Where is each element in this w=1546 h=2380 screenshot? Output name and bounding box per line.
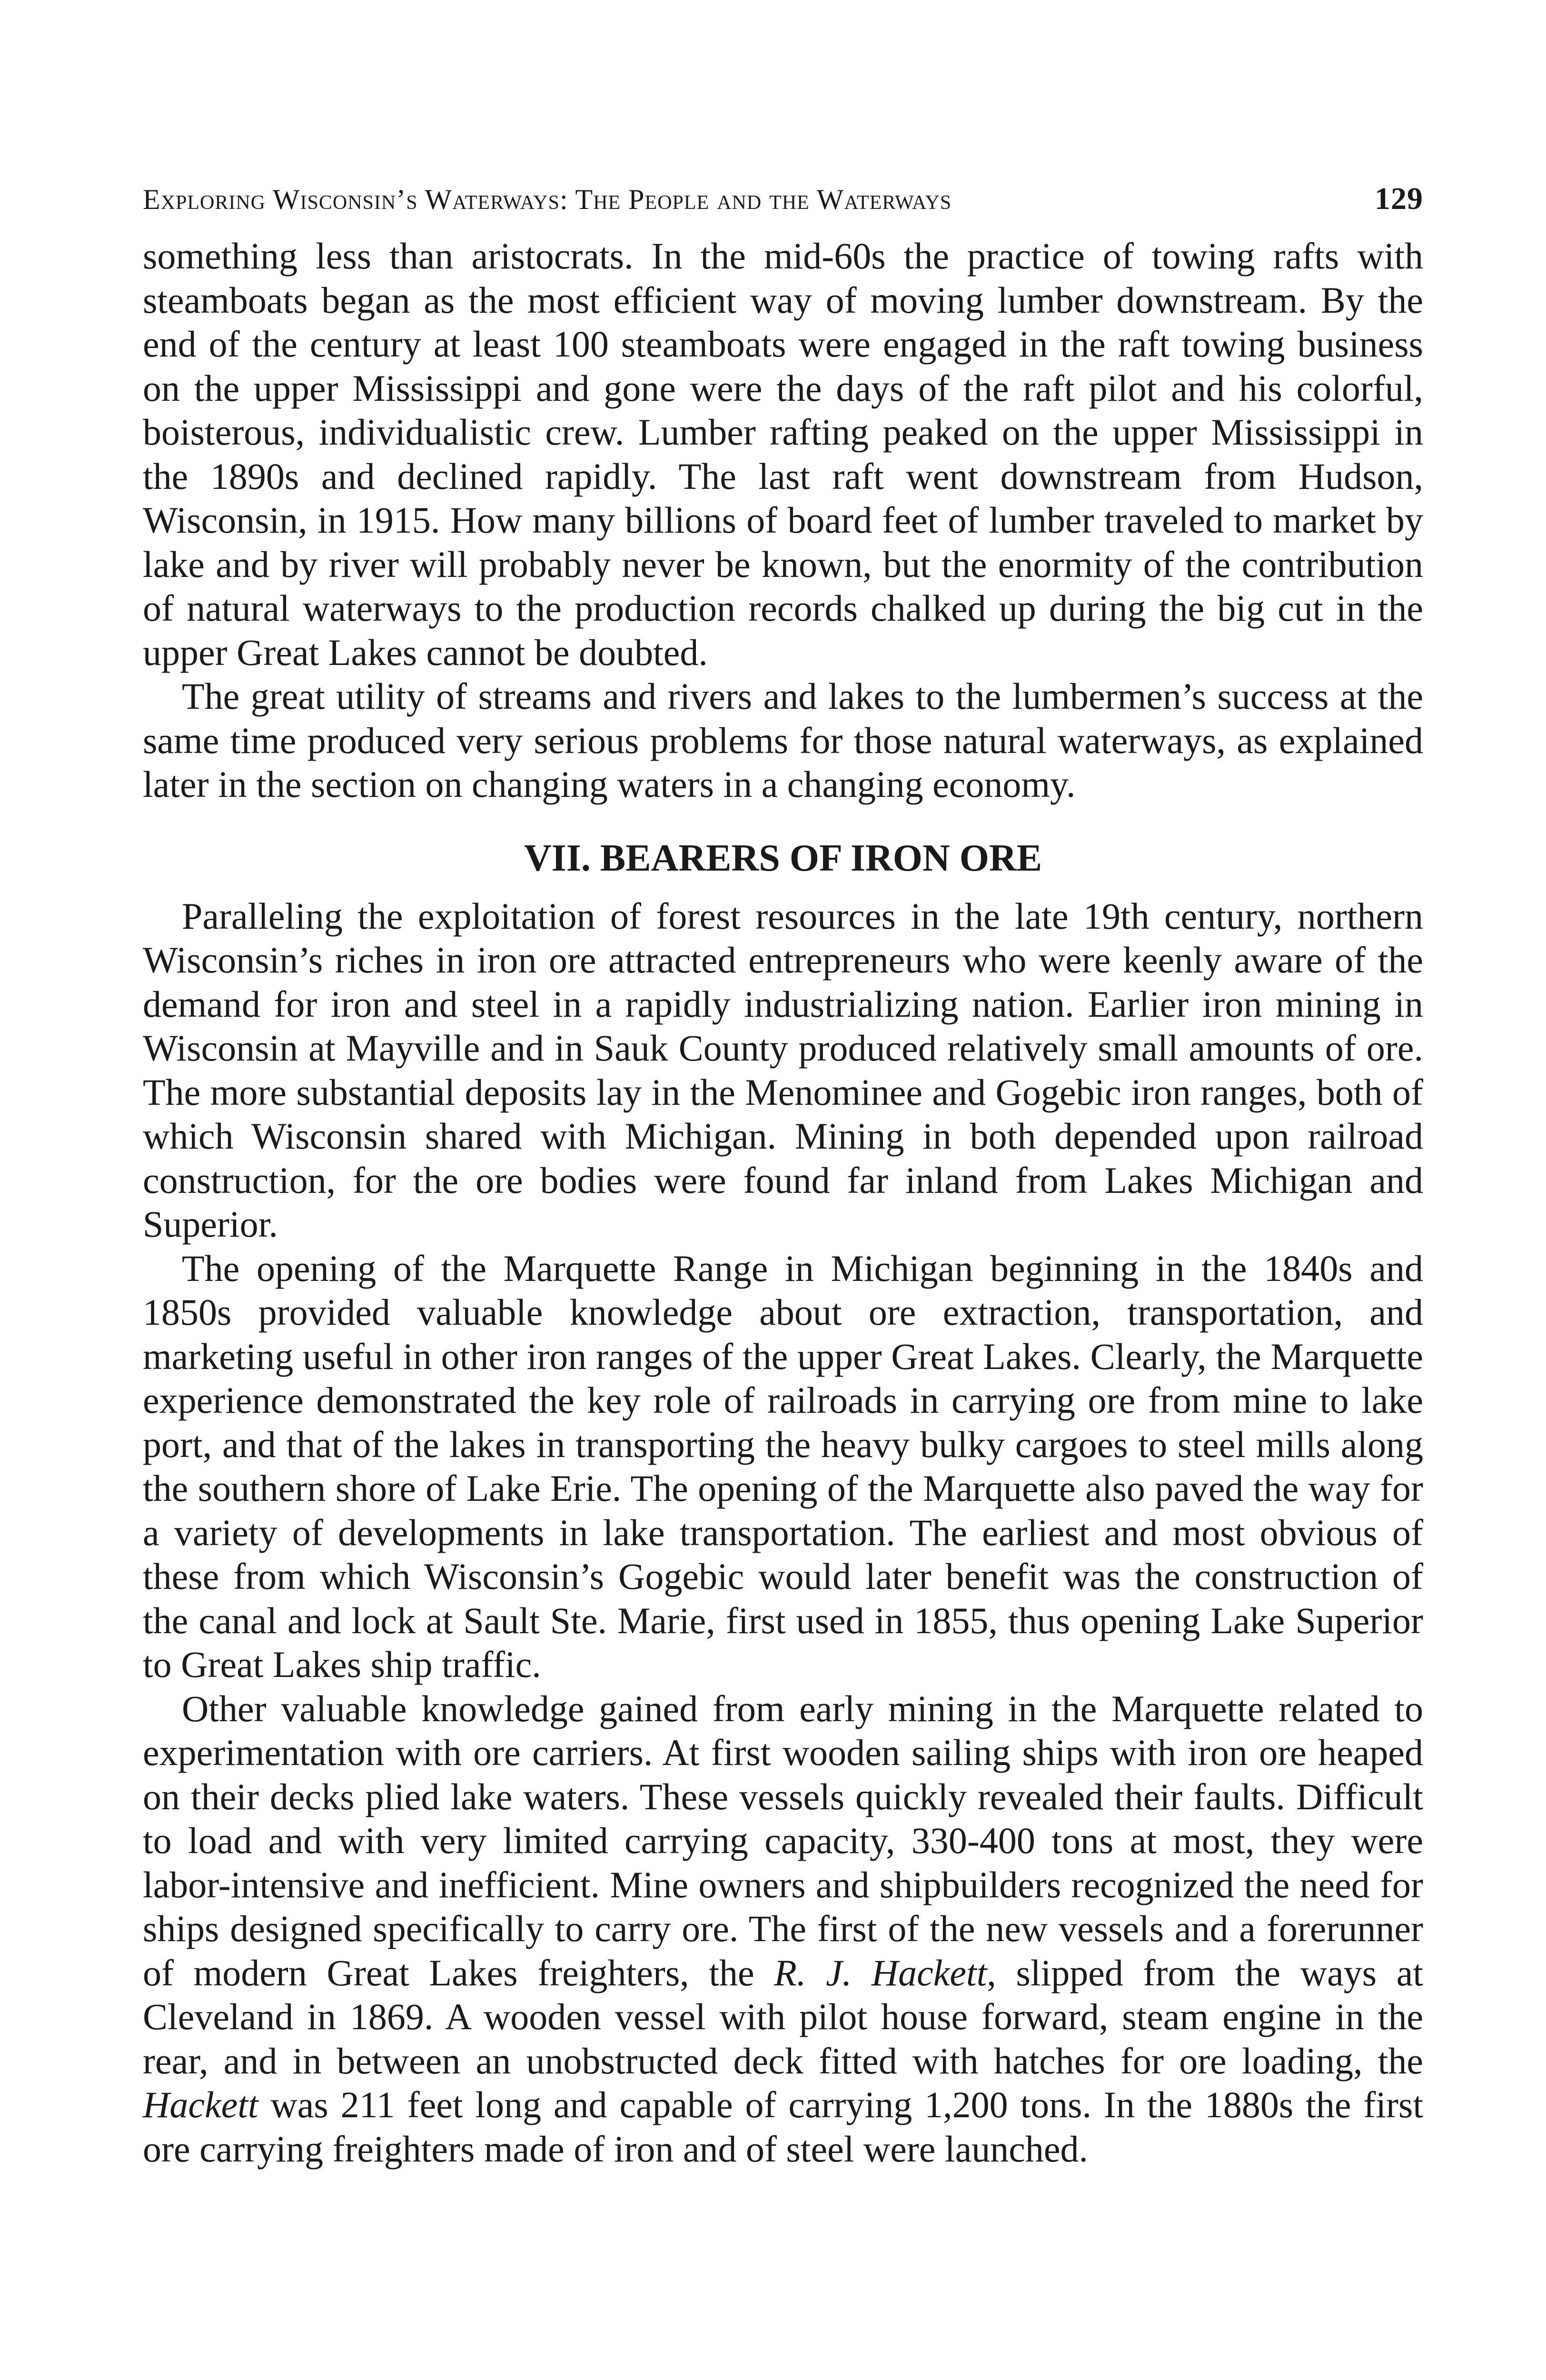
- paragraph-ore-carriers: [143, 1687, 1423, 2172]
- section-heading: VII. BEARERS OF IRON ORE: [524, 837, 1042, 879]
- paragraph-ore-carriers-part-2: , slipped from the ways at Cleveland in 1869. A wooden vessel with pilot house forward, steam engine in the rear, and in between an unobstructed deck fitted with hatches for ore loading, the: [143, 1952, 1423, 2082]
- paragraph-marquette-range: The opening of the Marquette Range in Michigan beginning in the 1840s and 1850s provided valuable knowledge about ore extraction, transportation, and marketing useful in other iron ranges of the upper Great Lakes. Clearly, the Marquette experience demonstrated the key role of railroads in carrying ore from mine to lake port, and that of the lakes in transporting the heavy bulky cargoes to steel mills along the southern shore of Lake Erie. The opening of the Marquette also paved the way for a variety of developments in lake transportation. The earliest and most obvious of these from which Wisconsin’s Gogebic would later benefit was the construction of the canal and lock at Sault Ste. Marie, first used in 1855, thus opening Lake Superior to Great Lakes ship traffic.: [143, 1247, 1423, 1685]
- ship-name-hackett: Hackett: [143, 2084, 258, 2125]
- running-head-title: Exploring Wisconsin’s Waterways: The People and the Waterways: [143, 184, 952, 215]
- paragraph-iron-ore-exploitation: Paralleling the exploitation of forest resources in the late 19th century, northern Wisconsin’s riches in iron ore attracted entrepreneurs who were keenly aware of the demand for iron and steel in a rapidly industrializing nation. Earlier iron mining in Wisconsin at Mayville and in Sauk County produced relatively small amounts of ore. The more substantial deposits lay in the Menominee and Gogebic iron ranges, both of which Wisconsin shared with Michigan. Mining in both depended upon railroad construction, for the ore bodies were found far inland from Lakes Michigan and Superior.: [143, 895, 1423, 1245]
- paragraph-lumbermen-utility: The great utility of streams and rivers and lakes to the lumbermen’s success at the same time produced very serious problems for those natural waterways, as explained later in the section on changing waters in a changing economy.: [143, 675, 1423, 805]
- paragraph-ore-carriers-part-3: was 211 feet long and capable of carrying 1,200 tons. In the 1880s the first ore carrying freighters made of iron and of steel were launched.: [143, 2084, 1423, 2170]
- page: [143, 181, 1423, 2171]
- page-number: 129: [1375, 181, 1423, 216]
- paragraph-ore-carriers-part-1: Other valuable knowledge gained from early mining in the Marquette related to experimentation with ore carriers. At first wooden sailing ships with iron ore heaped on their decks plied lake waters. These vessels quickly revealed their faults. Difficult to load and with very limited carrying capacity, 330-400 tons at most, they were labor-intensive and inefficient. Mine owners and shipbuilders recognized the need for ships designed specifically to carry ore. The first of the new vessels and a forerunner of modern Great Lakes freighters, the: [143, 1687, 1423, 1993]
- running-head: [143, 181, 1423, 217]
- paragraph-lumber-rafting: something less than aristocrats. In the mid-60s the practice of towing rafts with steamboats began as the most efficient way of moving lumber downstream. By the end of the century at least 100 steamboats were engaged in the raft towing business on the upper Mississippi and gone were the days of the raft pilot and his colorful, boisterous, individualistic crew. Lumber rafting peaked on the upper Mississippi in the 1890s and declined rapidly. The last raft went downstream from Hudson, Wisconsin, in 1915. How many billions of board feet of lumber traveled to market by lake and by river will probably never be known, but the enormity of the contribution of natural waterways to the production records chalked up during the big cut in the upper Great Lakes cannot be doubted.: [143, 235, 1423, 673]
- ship-name-rj-hackett: R. J. Hackett: [774, 1952, 987, 1993]
